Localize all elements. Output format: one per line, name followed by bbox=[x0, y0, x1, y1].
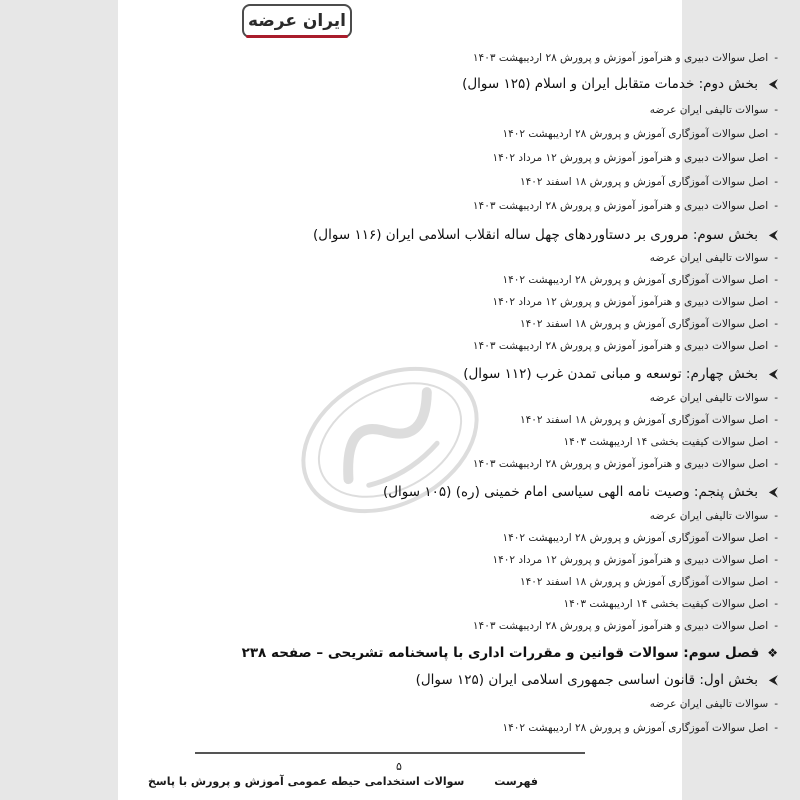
dash-bullet: - bbox=[774, 436, 778, 448]
dash-bullet: - bbox=[774, 598, 778, 610]
diamond-bullet-icon: ❖ bbox=[767, 646, 778, 660]
logo bbox=[242, 4, 352, 38]
logo-text: ایران عرضه bbox=[248, 11, 346, 31]
toc-text: بخش اول: قانون اساسی جمهوری اسلامی ایران (۱۲۵ سوال) bbox=[415, 672, 758, 688]
dash-bullet: - bbox=[774, 252, 778, 264]
toc-item bbox=[473, 458, 778, 470]
dash-bullet: - bbox=[774, 722, 778, 734]
toc-text: اصل سوالات دبیری و هنرآموز آموزش و پرورش ۱۲ مرداد ۱۴۰۲ bbox=[492, 554, 769, 566]
toc-text: فصل سوم: سوالات قوانین و مقررات اداری با پاسخنامه تشریحی – صفحه ۲۳۸ bbox=[241, 645, 760, 661]
dash-bullet: - bbox=[774, 318, 778, 330]
dash-bullet: - bbox=[774, 340, 778, 352]
toc-section bbox=[462, 76, 778, 92]
footer-book-title: سوالات استخدامی حیطه عمومی آموزش و پرورش با پاسخ bbox=[148, 775, 465, 788]
toc-item bbox=[650, 104, 778, 116]
toc-text: بخش پنجم: وصیت نامه الهی سیاسی امام خمینی (ره) (۱۰۵ سوال) bbox=[382, 484, 758, 500]
dash-bullet: - bbox=[774, 52, 778, 64]
toc-item bbox=[473, 340, 778, 352]
toc-chapter bbox=[242, 645, 778, 661]
toc-item bbox=[493, 554, 779, 566]
toc-item bbox=[563, 598, 778, 610]
dash-bullet: - bbox=[774, 296, 778, 308]
dash-bullet: - bbox=[774, 620, 778, 632]
toc-item bbox=[502, 128, 778, 140]
toc-text: اصل سوالات آموزگاری آموزش و پرورش ۱۸ اسفند ۱۴۰۲ bbox=[520, 576, 769, 588]
toc-item bbox=[520, 576, 778, 588]
toc-item bbox=[473, 52, 778, 64]
toc-item bbox=[520, 414, 778, 426]
dash-bullet: - bbox=[774, 152, 778, 164]
toc-text: اصل سوالات دبیری و هنرآموز آموزش و پرورش ۱۲ مرداد ۱۴۰۲ bbox=[492, 152, 769, 164]
arrow-bullet-icon: ⮜ bbox=[768, 673, 778, 688]
dash-bullet: - bbox=[774, 104, 778, 116]
footer-divider bbox=[195, 752, 585, 754]
arrow-bullet-icon: ⮜ bbox=[768, 77, 778, 92]
toc-item bbox=[650, 252, 778, 264]
toc-item bbox=[650, 698, 778, 710]
toc-text: اصل سوالات دبیری و هنرآموز آموزش و پرورش ۲۸ اردیبهشت ۱۴۰۳ bbox=[472, 458, 769, 470]
toc-section bbox=[383, 484, 778, 500]
toc-text: بخش دوم: خدمات متقابل ایران و اسلام (۱۲۵ سوال) bbox=[462, 76, 758, 92]
dash-bullet: - bbox=[774, 392, 778, 404]
toc-text: اصل سوالات دبیری و هنرآموز آموزش و پرورش ۲۸ اردیبهشت ۱۴۰۳ bbox=[472, 52, 769, 64]
toc-text: اصل سوالات آموزگاری آموزش و پرورش ۲۸ اردیبهشت ۱۴۰۲ bbox=[502, 722, 769, 734]
toc-text: سوالات تالیفی ایران عرضه bbox=[649, 104, 769, 116]
toc-item bbox=[473, 620, 778, 632]
toc-text: سوالات تالیفی ایران عرضه bbox=[649, 698, 769, 710]
page-number: ۵ bbox=[396, 760, 402, 773]
arrow-bullet-icon: ⮜ bbox=[768, 485, 778, 500]
toc-text: اصل سوالات آموزگاری آموزش و پرورش ۱۸ اسفند ۱۴۰۲ bbox=[520, 176, 769, 188]
toc-item bbox=[502, 274, 778, 286]
toc-text: سوالات تالیفی ایران عرضه bbox=[649, 392, 769, 404]
toc-item bbox=[650, 510, 778, 522]
dash-bullet: - bbox=[774, 128, 778, 140]
background-left bbox=[0, 0, 118, 800]
toc-text: اصل سوالات آموزگاری آموزش و پرورش ۲۸ اردیبهشت ۱۴۰۲ bbox=[502, 274, 769, 286]
toc-text: اصل سوالات کیفیت بخشی ۱۴ اردیبهشت ۱۴۰۳ bbox=[563, 436, 769, 448]
toc-item bbox=[502, 722, 778, 734]
toc-item bbox=[493, 296, 779, 308]
logo-underline bbox=[246, 35, 348, 38]
toc-section bbox=[463, 366, 778, 382]
arrow-bullet-icon: ⮜ bbox=[768, 228, 778, 243]
toc-item bbox=[493, 152, 779, 164]
arrow-bullet-icon: ⮜ bbox=[768, 367, 778, 382]
toc-text: اصل سوالات دبیری و هنرآموز آموزش و پرورش ۱۲ مرداد ۱۴۰۲ bbox=[492, 296, 769, 308]
toc-section bbox=[416, 672, 778, 688]
dash-bullet: - bbox=[774, 176, 778, 188]
toc-text: اصل سوالات دبیری و هنرآموز آموزش و پرورش ۲۸ اردیبهشت ۱۴۰۳ bbox=[472, 620, 769, 632]
dash-bullet: - bbox=[774, 414, 778, 426]
toc-text: اصل سوالات دبیری و هنرآموز آموزش و پرورش ۲۸ اردیبهشت ۱۴۰۳ bbox=[472, 340, 769, 352]
dash-bullet: - bbox=[774, 698, 778, 710]
toc-text: بخش سوم: مروری بر دستاوردهای چهل ساله انقلاب اسلامی ایران (۱۱۶ سوال) bbox=[313, 227, 758, 243]
toc-text: سوالات تالیفی ایران عرضه bbox=[649, 252, 769, 264]
footer-section-label: فهرست bbox=[494, 775, 538, 788]
toc-text: اصل سوالات آموزگاری آموزش و پرورش ۲۸ اردیبهشت ۱۴۰۲ bbox=[502, 532, 769, 544]
toc-text: اصل سوالات کیفیت بخشی ۱۴ اردیبهشت ۱۴۰۳ bbox=[563, 598, 769, 610]
toc-item bbox=[473, 200, 778, 212]
toc-text: اصل سوالات آموزگاری آموزش و پرورش ۱۸ اسفند ۱۴۰۲ bbox=[520, 318, 769, 330]
dash-bullet: - bbox=[774, 510, 778, 522]
toc-item bbox=[563, 436, 778, 448]
toc-item bbox=[520, 176, 778, 188]
dash-bullet: - bbox=[774, 200, 778, 212]
toc-text: اصل سوالات آموزگاری آموزش و پرورش ۲۸ اردیبهشت ۱۴۰۲ bbox=[502, 128, 769, 140]
dash-bullet: - bbox=[774, 274, 778, 286]
toc-item bbox=[650, 392, 778, 404]
toc-item bbox=[502, 532, 778, 544]
toc-item bbox=[520, 318, 778, 330]
dash-bullet: - bbox=[774, 532, 778, 544]
dash-bullet: - bbox=[774, 554, 778, 566]
dash-bullet: - bbox=[774, 576, 778, 588]
toc-text: سوالات تالیفی ایران عرضه bbox=[649, 510, 769, 522]
toc-text: اصل سوالات دبیری و هنرآموز آموزش و پرورش ۲۸ اردیبهشت ۱۴۰۳ bbox=[472, 200, 769, 212]
toc-text: اصل سوالات آموزگاری آموزش و پرورش ۱۸ اسفند ۱۴۰۲ bbox=[520, 414, 769, 426]
toc-section bbox=[313, 227, 778, 243]
dash-bullet: - bbox=[774, 458, 778, 470]
toc-text: بخش چهارم: توسعه و مبانی تمدن غرب (۱۱۲ سوال) bbox=[463, 366, 758, 382]
